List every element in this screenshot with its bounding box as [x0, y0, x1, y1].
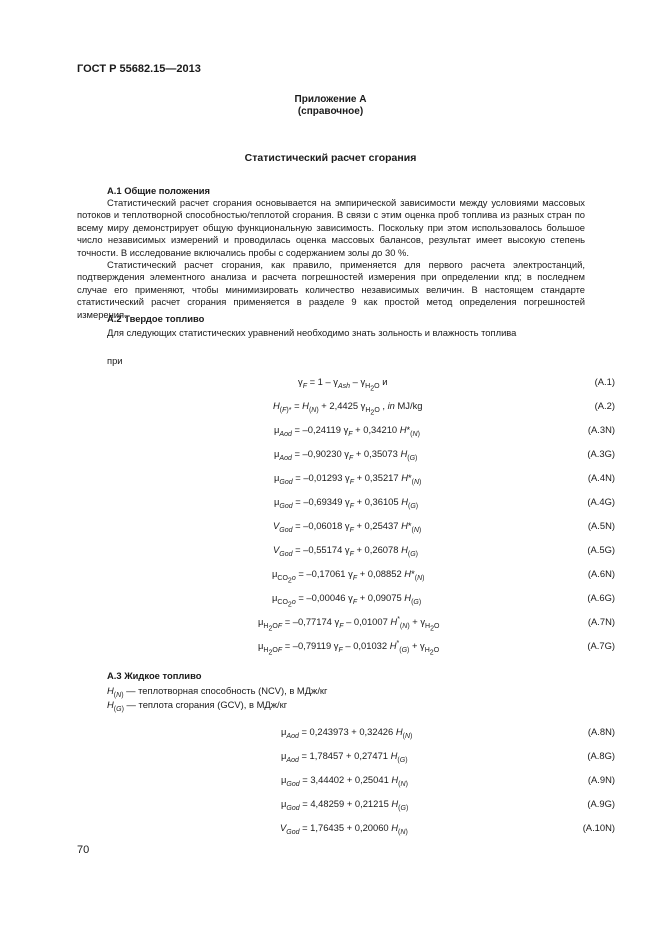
equation-number: (A.10N)	[582, 822, 615, 833]
equation-a7g: $\mu_{H_2OF} = -0,79119$ $\gamma_F - 0,01032$ $H^*_{(G)} + \gamma_{H_2O}$	[258, 640, 440, 657]
section-a1-title: А.1 Общие положения	[107, 185, 210, 196]
equation-number: (A.4N)	[587, 472, 615, 483]
equation-a9g: $\mu_{God} = 4,48259 + 0,21215$ $H_{(G)}$	[281, 798, 409, 812]
equation-a9n: $\mu_{God} = 3,44402 + 0,25041$ $H_{(N)}$	[281, 774, 408, 788]
equation-number: (A.3G)	[587, 448, 615, 459]
appendix-title: Приложение А	[294, 94, 367, 105]
section-a2-pri: при	[107, 355, 123, 366]
equation-a6g: $\mu_{CO_2o} = -0,00046$ $\gamma_F + 0,09075$ $H_{(G)}$	[272, 592, 422, 609]
appendix-subtitle: (справочное)	[297, 106, 364, 117]
equation-a1: $\gamma_F = 1 - \gamma_{Ash} - \gamma_{H_2O}$ и	[298, 376, 388, 393]
equation-number: (A.8G)	[587, 750, 615, 761]
equation-number: (A.8N)	[587, 726, 615, 737]
equation-a3n: $\mu_{Aod} = -0,24119$ $\gamma_F + 0,34210$ $H*_{(N)}$	[274, 424, 420, 438]
equation-number: (A.3N)	[587, 424, 615, 435]
definition-ncv: $H_{(N)}$ — теплотворная способность (NCV), в МДж/кг	[107, 685, 328, 699]
equation-number: (A.6G)	[587, 592, 615, 603]
definition-gcv: $H_{(G)}$ — теплота сгорания (GCV), в МДж/кг	[107, 699, 288, 713]
section-a2-text: Для следующих статистических уравнений необходимо знать зольность и влажность топлива	[107, 327, 517, 338]
equation-a8n: $\mu_{Aod} = 0,243973 + 0,32426$ $H_{(N)}$	[281, 726, 413, 740]
equation-number: (A.2)	[594, 400, 615, 411]
equation-a8g: $\mu_{Aod} = 1,78457 + 0,27471$ $H_{(G)}$	[281, 750, 408, 764]
equation-number: (A.7G)	[587, 640, 615, 651]
paragraph: Статистический расчет сгорания основывается на эмпирической зависимости между условиями массовых потоков и теплотворной способностью/теплотой сгорания. В связи с этим оценка проб топлива из разных стран по всему миру демонстрирует общую функциональную зависимость. Поскольку при этом использовалось большое число независимых измерений и проводилась оценка массовых балансов, результат имеет высокую степень точности. В исследование включались пробы с содержанием золы до 30 %.	[77, 197, 585, 258]
equation-a5n: $V_{God} = -0,06018$ $\gamma_F + 0,25437$ $H*_{(N)}$	[273, 520, 422, 534]
section-a3-title: А.3 Жидкое топливо	[107, 670, 202, 681]
section-a1-body	[77, 197, 585, 321]
equation-number: (A.1)	[594, 376, 615, 387]
document-header: ГОСТ Р 55682.15—2013	[77, 63, 201, 75]
equation-number: (A.9G)	[587, 798, 615, 809]
equation-number: (A.5G)	[587, 544, 615, 555]
equation-a7n: $\mu_{H_2OF} = -0,77174$ $\gamma_F - 0,01007$ $H^*_{(N)} + \gamma_{H_2O}$	[258, 616, 440, 633]
equation-a10n: $V_{God} = 1,76435 + 0,20060$ $H_{(N)}$	[280, 822, 408, 836]
main-title: Статистический расчет сгорания	[244, 152, 417, 164]
equation-a6n: $\mu_{CO_2o} = -0,17061$ $\gamma_F + 0,08852$ $H*_{(N)}$	[272, 568, 425, 585]
equation-a4n: $\mu_{God} = -0,01293$ $\gamma_F + 0,35217$ $H*_{(N)}$	[274, 472, 422, 486]
equation-number: (A.5N)	[587, 520, 615, 531]
equation-number: (A.7N)	[587, 616, 615, 627]
section-a2-title: А.2 Твердое топливо	[107, 313, 205, 324]
equation-a4g: $\mu_{God} = -0,69349$ $\gamma_F + 0,36105$ $H_{(G)}$	[274, 496, 419, 510]
equation-a5g: $V_{God} = -0,55174$ $\gamma_F + 0,26078$ $H_{(G)}$	[273, 544, 418, 558]
page-number: 70	[77, 844, 90, 856]
equation-a2: $H_{(F)*} = H_{(N)} + 2,4425$ $\gamma_{H_2O}$ , in MJ/kg	[273, 400, 423, 417]
equation-number: (A.4G)	[587, 496, 615, 507]
paragraph: Статистический расчет сгорания, как правило, применяется для первого расчета электростанций, подтверждения элементного анализа и расчета погрешностей измерения при определении кпд; в последнем случае его применяют, чтобы минимизировать количество независимых величин. В настоящем стандарте статистический расчет сгорания применяется в разделе 9 как простой метод определения погрешностей измерения.	[77, 259, 585, 320]
definition-text: — теплота сгорания (GCV), в МДж/кг	[126, 699, 288, 710]
equation-a3g: $\mu_{Aod} = -0,90230$ $\gamma_F + 0,35073$ $H_{(G)}$	[274, 448, 418, 462]
definition-text: — теплотворная способность (NCV), в МДж/кг	[126, 685, 328, 696]
equation-number: (A.9N)	[587, 774, 615, 785]
equation-number: (A.6N)	[587, 568, 615, 579]
